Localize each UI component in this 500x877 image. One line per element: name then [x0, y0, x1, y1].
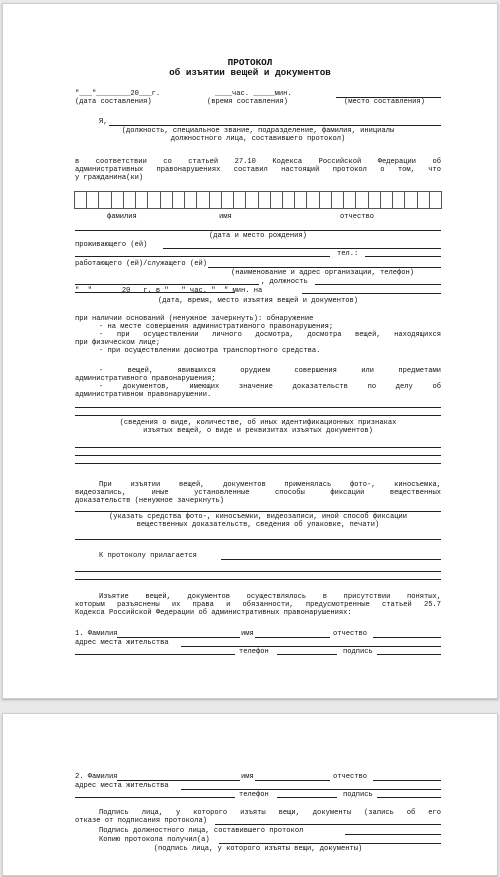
witness-2-phone: телефон	[239, 791, 269, 799]
place-caption: (место составления)	[344, 98, 425, 106]
w1-address-line	[181, 646, 441, 647]
w2-name-line	[255, 780, 330, 781]
intro-line-1: в соответствии со статьей 27.10 Кодекса Российской Федерации об	[75, 158, 441, 166]
birth-line	[75, 230, 441, 231]
ground-2a: - при осуществлении личного досмотра, досмотра вещей, находящихся	[99, 331, 441, 339]
items-2a: - документов, имеющих значение доказательств по делу об	[99, 383, 441, 391]
media-line-2: видеозапись, иные установленные способы фиксации вещественных	[75, 489, 441, 497]
residing-line	[163, 248, 441, 249]
official-caption-1: (должность, специальное звание, подразделение, фамилия, инициалы	[121, 127, 395, 135]
attached-line-3	[75, 579, 441, 580]
letter-cell[interactable]	[75, 192, 87, 208]
copy-received: Копию протокола получил(а)	[99, 836, 210, 844]
witness-2-address: адрес места жительства	[75, 782, 169, 790]
letter-cell[interactable]	[222, 192, 234, 208]
letter-cell[interactable]	[185, 192, 197, 208]
letter-cell[interactable]	[259, 192, 271, 208]
date-caption: (дата составления)	[75, 98, 152, 106]
letter-cell[interactable]	[418, 192, 430, 208]
w2-address-line	[181, 789, 441, 790]
w2-phone-line	[277, 797, 337, 798]
info-line-4	[75, 455, 441, 456]
ground-3: - при осуществлении досмотра транспортного средства.	[99, 347, 321, 355]
witness-1-phone: телефон	[239, 648, 269, 656]
letter-cell[interactable]	[124, 192, 136, 208]
media-line	[75, 511, 441, 512]
grounds-intro: при наличии оснований (ненужное зачеркнуть): обнаружение	[75, 315, 314, 323]
sig-person-2: отказе от подписания протокола)	[75, 817, 207, 825]
letter-cell[interactable]	[356, 192, 368, 208]
working-label: работающего (ей)/служащего (ей)	[75, 260, 207, 268]
letter-cell[interactable]	[87, 192, 99, 208]
document-title: ПРОТОКОЛ	[227, 57, 273, 68]
letter-cell[interactable]	[430, 192, 441, 208]
birth-caption: (дата и место рождения)	[209, 232, 307, 240]
witness-2-signature: подпись	[343, 791, 373, 799]
media-line-3: доказательств (ненужное зачеркнуть)	[75, 497, 224, 505]
org-caption: (наименование и адрес организации, телефон)	[231, 269, 415, 277]
letter-cell[interactable]	[148, 192, 160, 208]
letter-cell[interactable]	[283, 192, 295, 208]
surname-label: фамилия	[107, 213, 137, 221]
letter-cell[interactable]	[369, 192, 381, 208]
info-line-2	[75, 415, 441, 416]
name-label: имя	[219, 213, 232, 221]
witness-1-address: адрес места жительства	[75, 639, 169, 647]
seizure-caption: (дата, время, место изъятия вещей и документов)	[157, 297, 359, 305]
working-line	[208, 267, 441, 268]
w1-phone-line	[277, 654, 337, 655]
letter-cell[interactable]	[307, 192, 319, 208]
residing-line-2	[75, 256, 330, 257]
letter-cell[interactable]	[234, 192, 246, 208]
media-line-1: При изъятии вещей, документов применялась фото-, киносъемка,	[99, 481, 441, 489]
position-line	[315, 284, 441, 285]
official-caption-2: должностного лица, составившего протокол)	[170, 135, 346, 143]
w2-signature-line	[377, 797, 441, 798]
sig-official: Подпись должностного лица, составившего протокол	[99, 827, 304, 835]
sig-person-1: Подпись лица, у которого изъяты вещи, документы (запись об его	[99, 809, 441, 817]
info-line-3	[75, 447, 441, 448]
attached-line	[221, 559, 441, 560]
position-label: , должность	[261, 278, 308, 286]
w1-address-line-2	[75, 654, 235, 655]
letter-cell[interactable]	[320, 192, 332, 208]
w1-signature-line	[377, 654, 441, 655]
letter-cell[interactable]	[136, 192, 148, 208]
w2-address-line-2	[75, 797, 235, 798]
items-1b: административного правонарушения;	[75, 375, 216, 383]
copy-caption: (подпись лица, у которого изъяты вещи, документы)	[153, 845, 363, 853]
official-line	[109, 125, 441, 126]
seizure-place-line	[302, 293, 441, 294]
time-field: ____час. _____мин.	[215, 90, 292, 98]
w1-surname-line	[117, 637, 240, 638]
phone-label: тел.:	[337, 250, 359, 258]
witness-1-signature: подпись	[343, 648, 373, 656]
sig-official-line	[345, 834, 441, 835]
sig-person-line	[215, 824, 441, 825]
letter-cell[interactable]	[112, 192, 124, 208]
letter-cell[interactable]	[99, 192, 111, 208]
letter-cell[interactable]	[381, 192, 393, 208]
items-2b: административном правонарушении.	[75, 391, 212, 399]
intro-line-2: административных правонарушениях составил настоящий протокол о том, что	[75, 166, 441, 174]
date-field: "___"________20___г.	[75, 90, 161, 98]
witness-intro-1: Изъятие вещей, документов осуществлялось в присутствии понятых,	[99, 593, 441, 601]
patronymic-label: отчество	[340, 213, 375, 221]
w2-patronymic-line	[373, 780, 441, 781]
phone-line	[365, 256, 441, 257]
protocol-page-2	[2, 713, 498, 876]
info-line-1	[75, 407, 441, 408]
w1-name-line	[255, 637, 330, 638]
letter-cell[interactable]	[295, 192, 307, 208]
ground-2b: при физическом лице;	[75, 339, 161, 347]
protocol-page-1	[2, 3, 498, 699]
letter-cell[interactable]	[173, 192, 185, 208]
media-line-2b	[75, 539, 441, 540]
name-letter-grid[interactable]	[74, 191, 442, 209]
w2-surname-line	[117, 780, 240, 781]
intro-line-3: у гражданина(ки)	[75, 174, 144, 182]
info-caption-2: изъятых вещей, о виде и реквизитах изъятых документов)	[143, 427, 373, 435]
witness-intro-2: которым разъяснены их права и обязанности, предусмотренные статьей 25.7	[75, 601, 441, 609]
witness-2-surname: 2. Фамилия	[75, 773, 118, 781]
witness-1-name: имя	[241, 630, 254, 638]
witness-1-surname: 1. Фамилия	[75, 630, 118, 638]
info-caption-1: (сведения о виде, количестве, об иных идентификационных признаках	[119, 419, 397, 427]
attached-label: К протоколу прилагается	[99, 552, 197, 560]
letter-cell[interactable]	[405, 192, 417, 208]
w1-patronymic-line	[373, 637, 441, 638]
info-line-5	[75, 463, 441, 464]
items-1a: - вещей, явившихся орудием совершения или предметами	[99, 367, 441, 375]
org-line-2	[75, 284, 259, 285]
media-caption-1: (указать средства фото-, киносъемки, видеозаписи, иной способ фиксации	[109, 513, 407, 521]
letter-cell[interactable]	[161, 192, 173, 208]
seizure-datetime: "__"_______20___г. в "___" час. "__" мин. на	[75, 287, 263, 295]
media-caption-2: вещественных доказательств, сведения об упаковке, печати)	[136, 521, 380, 529]
ground-1: - на месте совершения административного правонарушения;	[99, 323, 334, 331]
letter-cell[interactable]	[210, 192, 222, 208]
letter-cell[interactable]	[344, 192, 356, 208]
attached-line-2	[75, 571, 441, 572]
witness-1-patronymic: отчество	[333, 630, 368, 638]
letter-cell[interactable]	[246, 192, 258, 208]
document-subtitle: об изъятии вещей и документов	[169, 67, 331, 78]
copy-received-line	[219, 843, 441, 844]
witness-intro-3: Кодекса Российской Федерации об административных правонарушениях:	[75, 609, 352, 617]
i-label: Я,	[99, 118, 108, 126]
letter-cell[interactable]	[332, 192, 344, 208]
letter-cell[interactable]	[393, 192, 405, 208]
letter-cell[interactable]	[197, 192, 209, 208]
time-caption: (время составления)	[207, 98, 288, 106]
residing-label: проживающего (ей)	[75, 241, 148, 249]
witness-2-patronymic: отчество	[333, 773, 368, 781]
letter-cell[interactable]	[271, 192, 283, 208]
witness-2-name: имя	[241, 773, 254, 781]
